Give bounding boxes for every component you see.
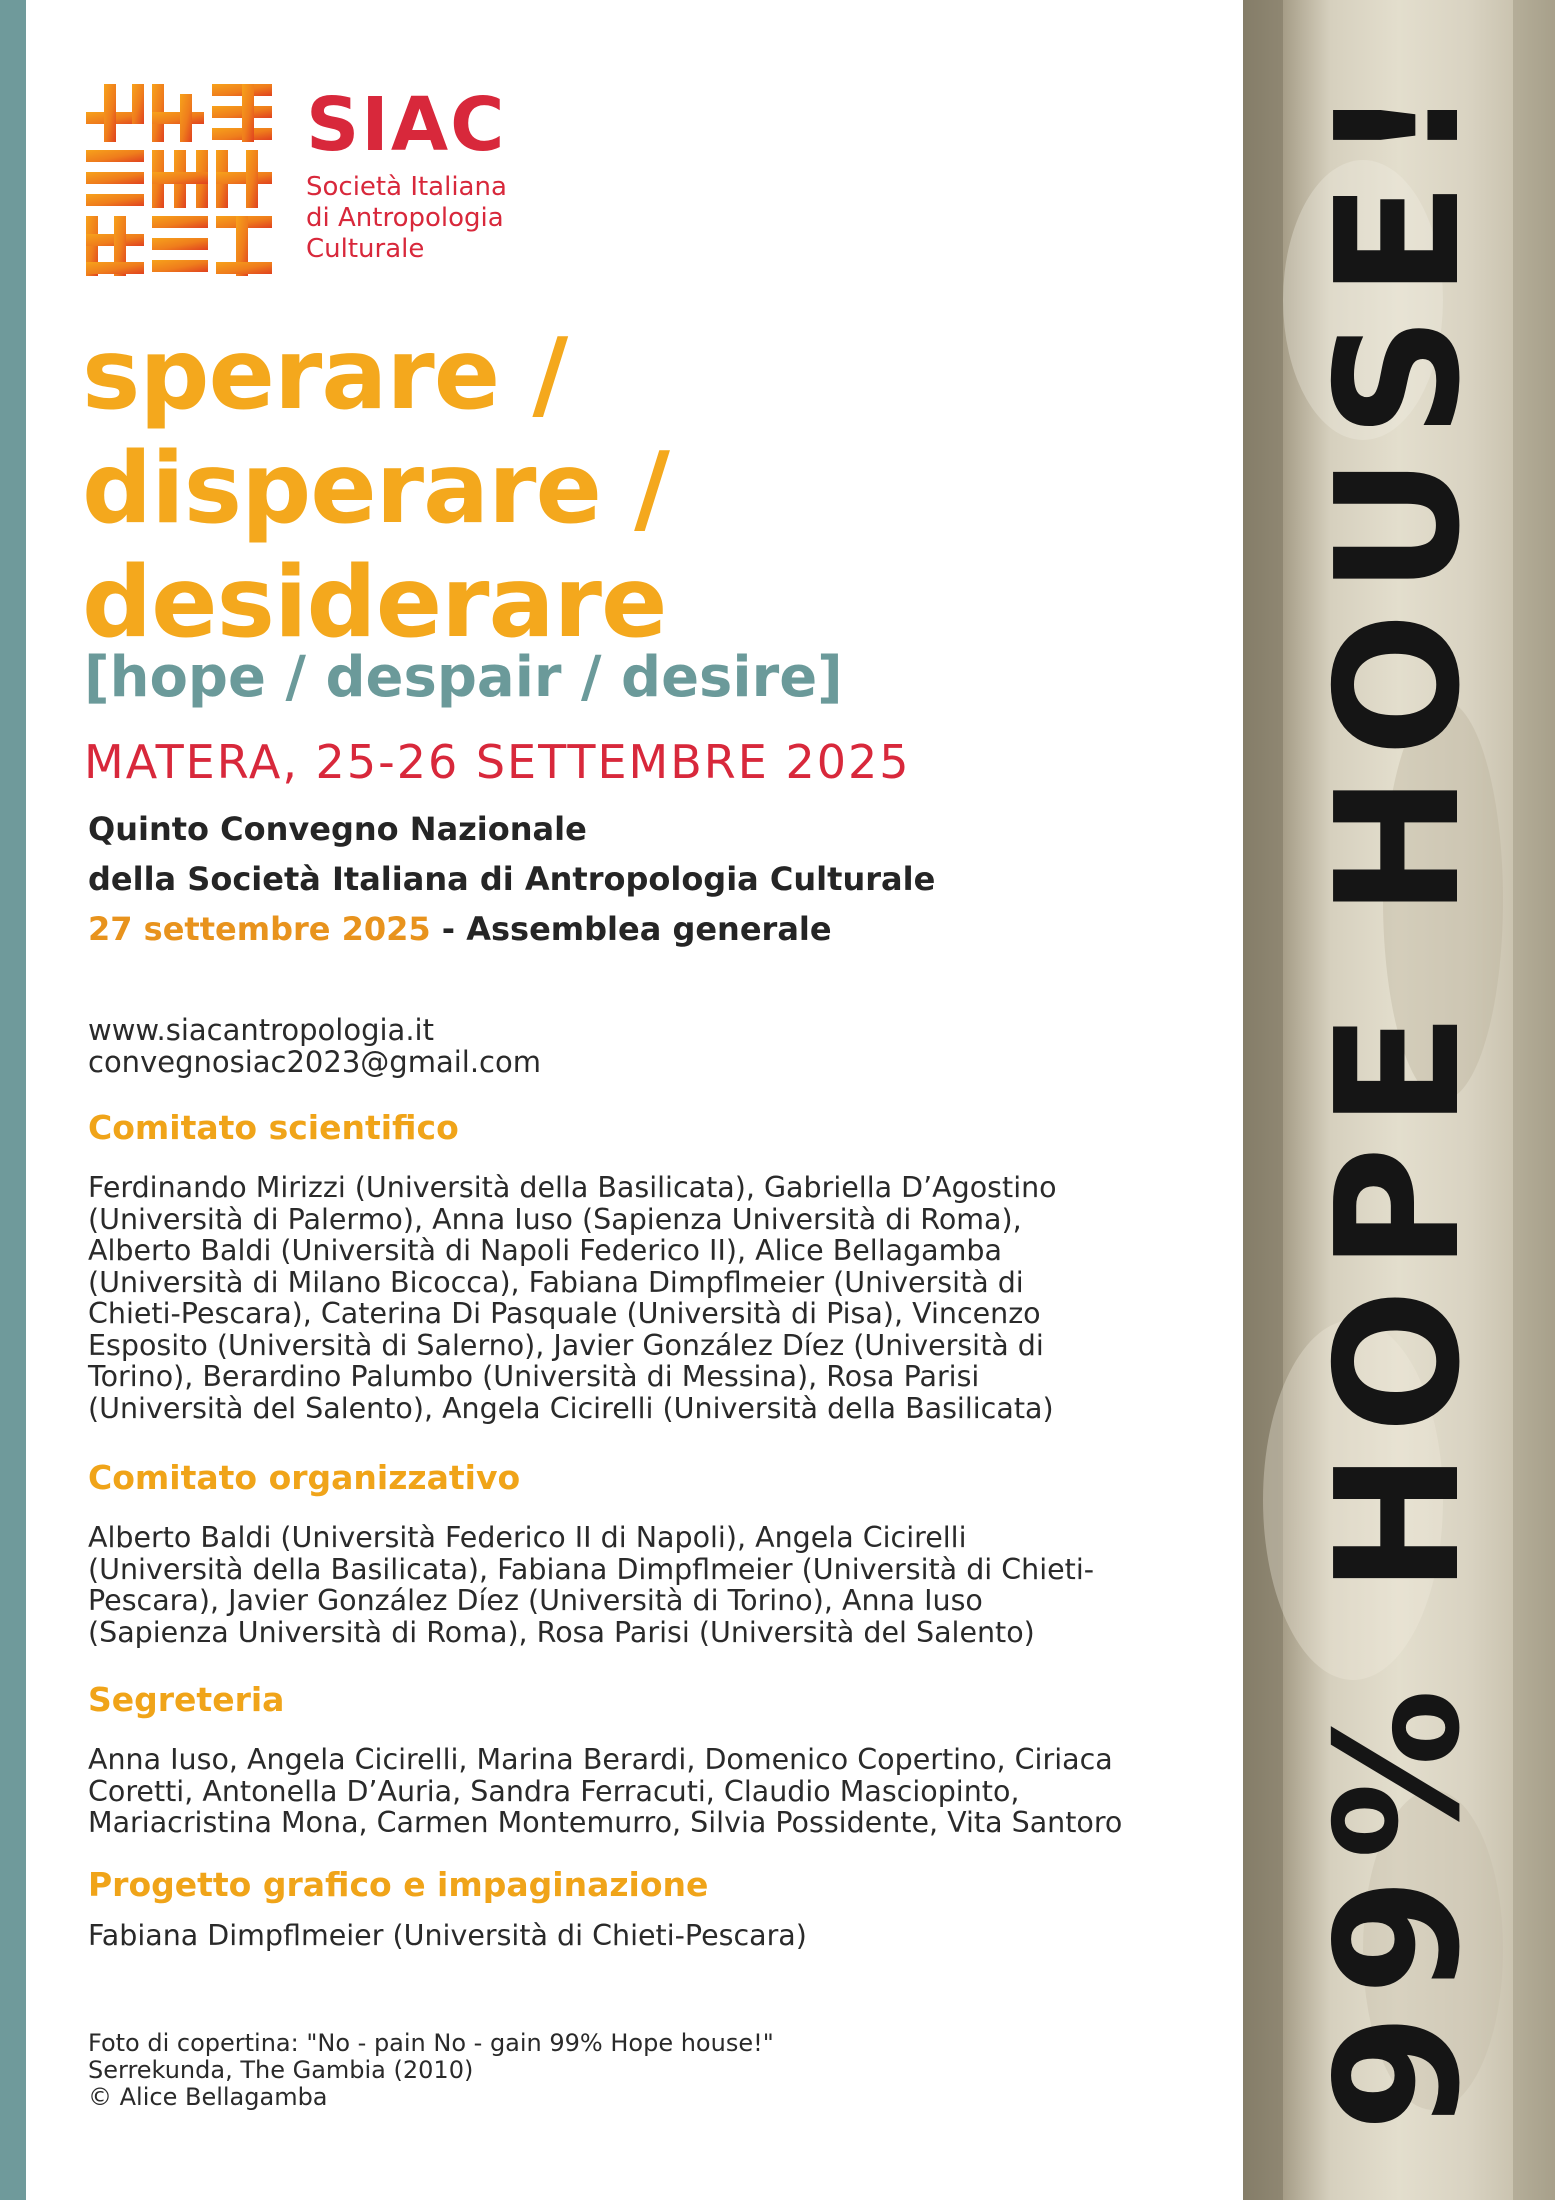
siac-woven-grid-logo-icon xyxy=(86,84,272,276)
committee-line: (Università di Palermo), Anna Iuso (Sapienza Università di Roma), xyxy=(88,1202,1022,1236)
brand-name: SIAC xyxy=(306,82,507,168)
committee-line: Esposito (Università di Salerno), Javier González Díez (Università di xyxy=(88,1328,1044,1362)
committee-line: Pescara), Javier González Díez (Università di Torino), Anna Iuso xyxy=(88,1584,983,1617)
title-line: desiderare xyxy=(82,546,667,660)
assembly-date: 27 settembre 2025 xyxy=(88,910,431,948)
committee-line: Fabiana Dimpflmeier (Università di Chieti-Pescara) xyxy=(88,1919,807,1952)
graffiti-text: 99% HOPE HOUSE! xyxy=(1300,68,1498,2132)
secretariat-list xyxy=(88,1744,1218,1839)
cover-photo xyxy=(1243,0,1555,2200)
graphic-design-credit xyxy=(88,1920,1218,1952)
title-line: disperare / xyxy=(82,432,669,546)
committee-line: Anna Iuso, Angela Cicirelli, Marina Berardi, Domenico Copertino, Ciriaca xyxy=(88,1743,1113,1776)
organizing-committee-list xyxy=(88,1522,1218,1648)
website-link[interactable]: www.siacantropologia.it xyxy=(88,1013,434,1047)
main-title xyxy=(82,318,669,660)
organizing-committee-heading: Comitato organizzativo xyxy=(88,1458,521,1497)
committee-line: Chieti-Pescara), Caterina Di Pasquale (Università di Pisa), Vincenzo xyxy=(88,1297,1041,1330)
committee-line: Torino), Berardino Palumbo (Università di Messina), Rosa Parisi xyxy=(88,1360,980,1393)
event-dates: MATERA, 25-26 SETTEMBRE 2025 xyxy=(84,735,911,789)
photo-credits xyxy=(88,2030,774,2111)
title-line: sperare / xyxy=(82,318,568,432)
assembly-label: - Assemblea generale xyxy=(430,910,832,948)
left-accent-band xyxy=(0,0,26,2200)
committee-line: (Università della Basilicata), Fabiana Dimpflmeier (Università di Chieti- xyxy=(88,1552,1095,1586)
committee-line: (Università del Salento), Angela Cicirelli (Università della Basilicata) xyxy=(88,1391,1054,1425)
convegno-line: della Società Italiana di Antropologia Culturale xyxy=(88,860,936,898)
scientific-committee-list xyxy=(88,1172,1218,1424)
credit-line: Serrekunda, The Gambia (2010) xyxy=(88,2056,474,2084)
committee-line: (Università di Milano Bicocca), Fabiana Dimpflmeier (Università di xyxy=(88,1265,1024,1299)
assembly-line xyxy=(88,904,935,954)
brand-subtitle-line: Culturale xyxy=(306,234,425,264)
committee-line: Alberto Baldi (Università Federico II di Napoli), Angela Cicirelli xyxy=(88,1521,967,1554)
scientific-committee-heading: Comitato scientifico xyxy=(88,1108,459,1147)
brand-subtitle xyxy=(306,172,507,265)
contact-block xyxy=(88,1014,541,1078)
committee-line: Coretti, Antonella D’Auria, Sandra Ferracuti, Claudio Masciopinto, xyxy=(88,1774,1020,1808)
convegno-line: Quinto Convegno Nazionale xyxy=(88,810,587,848)
credit-line: Foto di copertina: "No - pain No - gain 99% Hope house!" xyxy=(88,2029,774,2057)
title-translation: [hope / despair / desire] xyxy=(84,645,843,710)
email-link[interactable]: convegnosiac2023@gmail.com xyxy=(88,1045,541,1079)
committee-line: Alberto Baldi (Università di Napoli Federico II), Alice Bellagamba xyxy=(88,1234,1002,1267)
credit-line: © Alice Bellagamba xyxy=(88,2083,328,2111)
committee-line: Ferdinando Mirizzi (Università della Basilicata), Gabriella D’Agostino xyxy=(88,1171,1057,1204)
committee-line: Mariacristina Mona, Carmen Montemurro, Silvia Possidente, Vita Santoro xyxy=(88,1806,1123,1839)
committee-line: (Sapienza Università di Roma), Rosa Parisi (Università del Salento) xyxy=(88,1615,1035,1649)
secretariat-heading: Segreteria xyxy=(88,1680,285,1719)
graphic-design-heading: Progetto grafico e impaginazione xyxy=(88,1865,709,1904)
brand-block xyxy=(306,82,507,265)
brand-subtitle-line: di Antropologia xyxy=(306,203,504,233)
convegno-info xyxy=(88,804,935,954)
brand-subtitle-line: Società Italiana xyxy=(306,172,507,202)
